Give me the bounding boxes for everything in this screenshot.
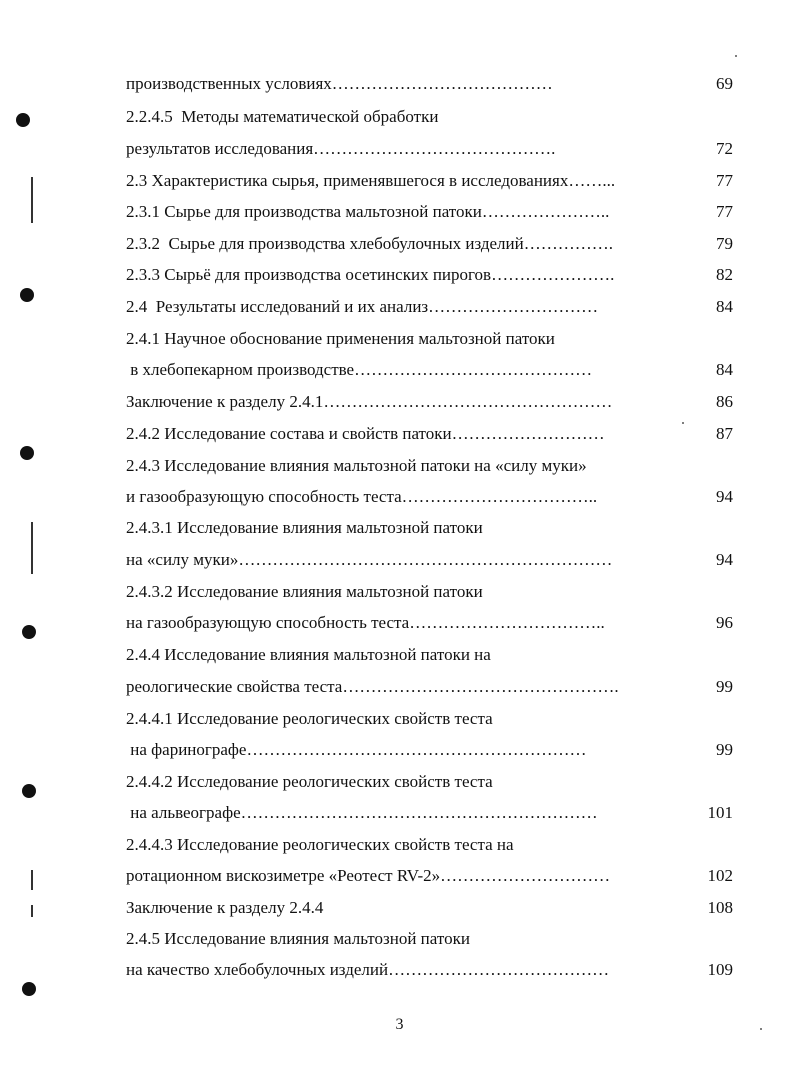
punch-hole [22, 625, 36, 639]
toc-entry-text: 2.4.3 Исследование влияния мальтозной патоки на «силу муки» [126, 456, 587, 475]
toc-entry-text: реологические свойства теста…………………………………………. [126, 677, 619, 696]
toc-entry-page: 101 [707, 803, 733, 822]
page-number: 3 [395, 1016, 404, 1033]
toc-entry-text: 2.4.2 Исследование состава и свойств патоки……………………… [126, 424, 605, 443]
scan-mark [31, 522, 33, 574]
toc-entry-text: 2.2.4.5 Методы математической обработки [126, 107, 439, 126]
scan-speck [735, 55, 737, 57]
toc-entry-text: 2.4.1 Научное обоснование применения мальтозной патоки [126, 329, 555, 348]
toc-entry-text: 2.4.4.2 Исследование реологических свойств теста [126, 772, 493, 791]
toc-entry-text: 2.3.2 Сырье для производства хлебобулочных изделий……………. [126, 234, 613, 253]
toc-entry-text: 2.4.5 Исследование влияния мальтозной патоки [126, 929, 470, 948]
toc-entry-text: 2.4 Результаты исследований и их анализ………………………… [126, 297, 599, 316]
toc-entry-text: 2.4.4.3 Исследование реологических свойств теста на [126, 835, 514, 854]
toc-entry-page: 82 [716, 265, 733, 284]
toc-entry-text: на фаринографе…………………………………………………… [126, 740, 587, 759]
toc-entry-text: на «силу муки»………………………………………………………… [126, 550, 613, 569]
toc-entry-page: 77 [716, 202, 733, 221]
punch-hole [16, 113, 30, 127]
toc-entry-text: на альвеографе……………………………………………………… [126, 803, 598, 822]
toc-entry-page: 102 [707, 866, 733, 885]
toc-entry-text: и газообразующую способность теста…………………………….. [126, 487, 598, 506]
toc-entry-page: 94 [716, 487, 733, 506]
toc-entry-page: 108 [707, 898, 733, 917]
toc-entry-text: 2.4.3.1 Исследование влияния мальтозной патоки [126, 518, 483, 537]
toc-entry-page: 96 [716, 613, 733, 632]
punch-hole [22, 982, 36, 996]
toc-entry-page: 99 [716, 740, 733, 759]
toc-entry-text: 2.3.3 Сырьё для производства осетинских пирогов…………………. [126, 265, 615, 284]
toc-entry-text: результатов исследования……………………………………. [126, 139, 556, 158]
toc-entry-page: 77 [716, 171, 733, 190]
toc-entry-page: 94 [716, 550, 733, 569]
scan-mark [31, 905, 33, 917]
toc-entry-page: 84 [716, 360, 733, 379]
toc-entry-page: 109 [707, 960, 733, 979]
toc-entry-text: на качество хлебобулочных изделий………………………………… [126, 960, 610, 979]
toc-entry-page: 84 [716, 297, 733, 316]
scan-mark [31, 177, 33, 223]
toc-entry-text: Заключение к разделу 2.4.4 [126, 898, 324, 917]
toc-entry-text: 2.3.1 Сырье для производства мальтозной патоки………………….. [126, 202, 610, 221]
toc-entry-text: ротационном вискозиметре «Реотест RV-2»………………………… [126, 866, 611, 885]
toc-entry-page: 99 [716, 677, 733, 696]
toc-entry-text: 2.4.3.2 Исследование влияния мальтозной патоки [126, 582, 483, 601]
toc-entry-page: 86 [716, 392, 733, 411]
toc-entry-text: 2.3 Характеристика сырья, применявшегося в исследованиях……... [126, 171, 616, 190]
toc-entry-page: 72 [716, 139, 733, 158]
punch-hole [22, 784, 36, 798]
punch-hole [20, 446, 34, 460]
toc-entry-text: производственных условиях………………………………… [126, 74, 553, 93]
toc-entry-text: Заключение к разделу 2.4.1…………………………………………… [126, 392, 613, 411]
toc-entry-text: 2.4.4 Исследование влияния мальтозной патоки на [126, 645, 491, 664]
scan-mark [31, 870, 33, 890]
toc-entry-page: 69 [716, 74, 733, 93]
punch-hole [20, 288, 34, 302]
toc-entry-text: в хлебопекарном производстве…………………………………… [126, 360, 593, 379]
toc-entry-text: на газообразующую способность теста…………………………….. [126, 613, 605, 632]
toc-entry-page: 87 [716, 424, 733, 443]
toc-entry-page: 79 [716, 234, 733, 253]
toc-entry-text: 2.4.4.1 Исследование реологических свойств теста [126, 709, 493, 728]
